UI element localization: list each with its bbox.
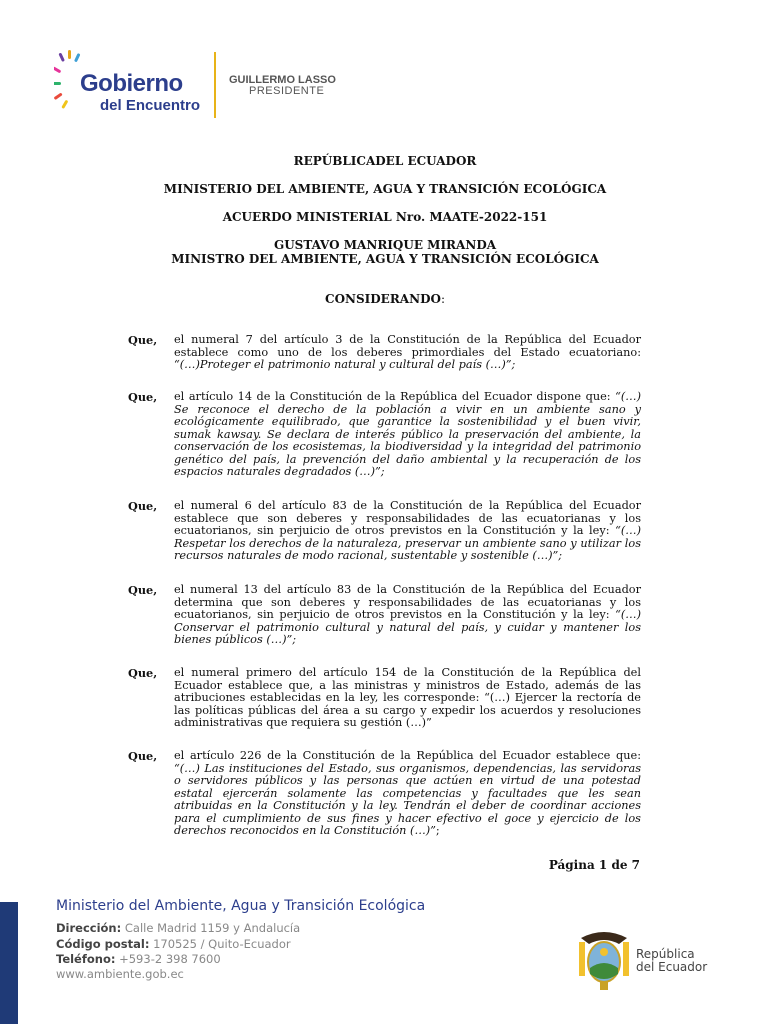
postal-label: Código postal:	[56, 937, 150, 951]
paragraph-4	[128, 584, 641, 647]
header-logo-block	[54, 50, 374, 120]
logo-divider	[214, 52, 216, 118]
que-label: Que,	[128, 499, 158, 513]
paragraph-quote: “(…)Proteger el patrimonio natural y cultural del país (…)”;	[174, 358, 516, 371]
title-considerando	[130, 292, 640, 306]
paragraph-text: el numeral 13 del artículo 83 de la Constitución de la República del Ecuador determina que son deberes y responsabilidades de las ecuatorianas y los ecuatorianos, sin perjuicio de otros previstos en la Constitución y la ley:	[174, 583, 641, 621]
title-republic: REPÚBLICADEL ECUADOR	[293, 154, 477, 168]
paragraph-5	[128, 667, 641, 730]
phone-value: +593-2 398 7600	[115, 952, 221, 966]
title-ministry: MINISTERIO DEL AMBIENTE, AGUA Y TRANSICIÓN ECOLÓGICA	[163, 182, 607, 196]
page-number: Página 1 de 7	[548, 858, 640, 872]
paragraph-quote: “(…) Se reconoce el derecho de la población a vivir en un ambiente sano y ecológicamente equilibrado, que garantice la sostenibilidad y el buen vivir, sumak kawsay. Se declara de interés público la preservación del ambiente, la conservación de los ecosistemas, la biodiversidad y la integridad del patrimonio genético del país, la prevención del daño ambiental y la recuperación de los espacios naturales degradados (…)”;	[174, 390, 641, 478]
paragraph-quote: “(…) Conservar el patrimonio cultural y natural del país, y cuidar y mantener los bienes públicos (…)”;	[174, 608, 641, 646]
footer-accent-bar	[0, 902, 18, 1024]
republic-wordmark	[636, 948, 707, 974]
paragraph-6	[128, 750, 641, 838]
footer-ministry: Ministerio del Ambiente, Agua y Transición Ecológica	[56, 898, 426, 914]
que-label: Que,	[128, 390, 158, 404]
footer-postal	[56, 937, 291, 951]
footer-phone	[56, 952, 221, 966]
que-label: Que,	[128, 749, 158, 763]
paragraph-1	[128, 334, 641, 372]
title-minister	[130, 238, 640, 266]
considerando-colon: :	[440, 292, 445, 306]
minister-name: GUSTAVO MANRIQUE MIRANDA	[273, 238, 497, 252]
paragraph-text: el numeral 6 del artículo 83 de la Constitución de la República del Ecuador establece que son deberes y responsabilidades de las ecuatorianas y los ecuatorianos, sin perjuicio de otros previstos en la Constitución y la ley:	[174, 499, 641, 537]
paragraph-2	[128, 391, 641, 479]
footer-website: www.ambiente.gob.ec	[56, 967, 184, 981]
postal-value: 170525 / Quito-Ecuador	[149, 937, 291, 951]
paragraph-tail: ;	[435, 824, 440, 837]
que-label: Que,	[128, 583, 158, 597]
republic-line-2: del Ecuador	[636, 960, 708, 974]
paragraph-3	[128, 500, 641, 563]
que-label: Que,	[128, 666, 158, 680]
paragraph-text: el numeral 7 del artículo 3 de la Constitución de la República del Ecuador establece como uno de los deberes primordiales del Estado ecuatoriano:	[174, 333, 641, 359]
president-role: PRESIDENTE	[249, 85, 325, 97]
title-agreement: ACUERDO MINISTERIAL Nro. MAATE-2022-151	[222, 210, 548, 224]
paragraph-text: el artículo 14 de la Constitución de la República del Ecuador dispone que:	[174, 390, 616, 403]
considerando-word: CONSIDERANDO	[325, 292, 441, 306]
president-name: GUILLERMO LASSO	[229, 74, 336, 86]
footer-address	[56, 921, 300, 935]
minister-role: MINISTRO DEL AMBIENTE, AGUA Y TRANSICIÓN ECOLÓGICA	[171, 252, 599, 266]
logo-title: Gobierno	[80, 70, 183, 97]
address-value: Calle Madrid 1159 y Andalucía	[121, 921, 301, 935]
paragraph-quote: “(…) Respetar los derechos de la naturaleza, preservar un ambiente sano y utilizar los recursos naturales de modo racional, sustentable y sostenible (…)”;	[174, 524, 641, 562]
address-label: Dirección:	[56, 921, 122, 935]
phone-label: Teléfono:	[56, 952, 116, 966]
coat-of-arms-icon	[575, 928, 633, 992]
paragraph-quote: “(…) Las instituciones del Estado, sus organismos, dependencias, las servidoras o servidores públicos y las personas que actúen en virtud de una potestad estatal ejercerán solamente las competencias y facultades que les sean atribuidas en la Constitución y la ley. Tendrán el deber de coordinar acciones para el cumplimiento de sus fines y hacer efectivo el goce y ejercicio de los derechos reconocidos en la Constitución (…)”	[174, 761, 641, 837]
logo-subtitle: del Encuentro	[100, 97, 201, 114]
paragraph-text: el artículo 226 de la Constitución de la República del Ecuador establece que:	[174, 749, 641, 762]
republic-line-1: República	[636, 947, 695, 961]
que-label: Que,	[128, 333, 158, 347]
paragraph-text: el numeral primero del artículo 154 de la Constitución de la República del Ecuador establece que, a las ministras y ministros de Estado, además de las atribuciones establecidas en la ley, les corresponde: “(…) Ejercer la rectoría de las políticas públicas del área a su cargo y expedir los acuerdos y resoluciones administrativas que requiera su gestión (…)”	[174, 666, 641, 729]
